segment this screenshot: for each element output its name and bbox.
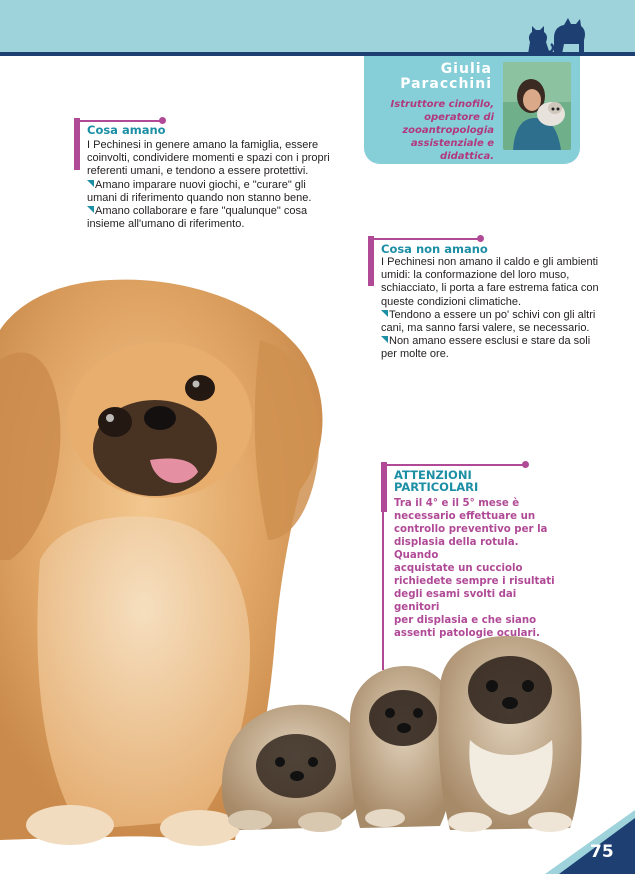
author-role: Istruttore cinofilo, operatore di zooantropologia assistenziale e didattica.: [390, 99, 494, 162]
section-title-attention: ATTENZIONI PARTICOLARI: [394, 468, 479, 494]
author-name: Giulia Paracchini: [400, 61, 492, 92]
paragraph: Amano imparare nuovi giochi, e "curare" gli umani di riferimento quando non stanno bene.: [87, 178, 312, 204]
puppy-right: [438, 636, 581, 832]
paragraph: Non amano essere esclusi e stare da soli per molte ore.: [381, 335, 591, 361]
section-title-loves: Cosa amano: [87, 123, 166, 137]
paragraph: I Pechinesi non amano il caldo e gli ambienti umidi: la conformazione del loro muso, schiacciato, li porta a fare estrema fatica con queste condizioni climatiche.: [381, 256, 599, 308]
paragraph: Tendono a essere un po' schivi con gli altri cani, ma sanno farsi valere, se necessario.: [381, 308, 596, 335]
paragraph: I Pechinesi in genere amano la famiglia, essere coinvolti, condividere momenti e spazi con i propri referenti umani, e tendono a essere protettivi.: [87, 139, 330, 178]
paragraph: Amano collaborare e fare "qualunque" cosa insieme all'umano di riferimento.: [87, 205, 308, 231]
section-body-attention: Tra il 4° e il 5° mese è necessario effettuare un controllo preventivo per la displasia della rotula. Quando acquistate un cucciolo richiedete sempre i risultati degli esami svolti dai genitori per displasia e che siano assenti patologie oculari.: [394, 498, 555, 639]
section-title-dislikes: Cosa non amano: [381, 242, 488, 256]
page-number: 75: [590, 842, 614, 862]
